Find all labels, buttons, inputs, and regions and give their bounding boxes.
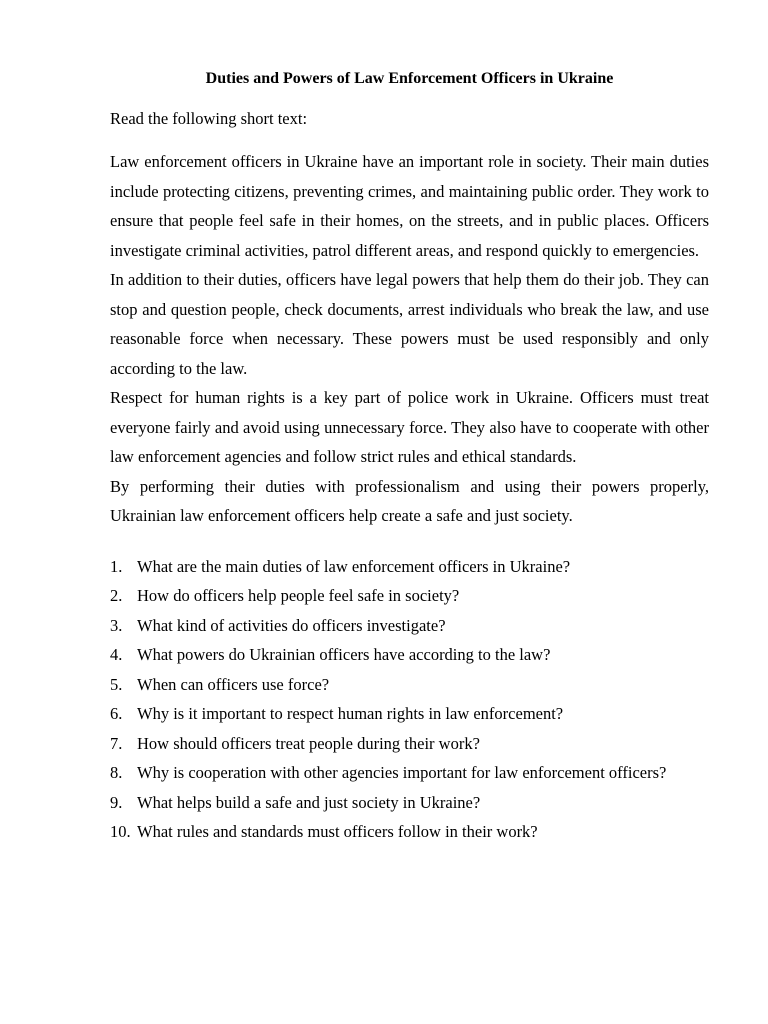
document-title: Duties and Powers of Law Enforcement Officers in Ukraine <box>205 70 614 87</box>
question-text: What kind of activities do officers investigate? <box>137 615 446 635</box>
question-text: When can officers use force? <box>137 674 330 694</box>
question-item <box>110 581 709 611</box>
question-number: 8. <box>110 763 123 782</box>
paragraph-duties: Law enforcement officers in Ukraine have an important role in society. Their main duties include protecting citizens, preventing crimes, and maintaining public order. They work to ensure that people feel safe in their homes, on the streets, and in public places. Officers investigate criminal activities, patrol different areas, and respond quickly to emergencies. <box>110 152 709 260</box>
question-item <box>110 729 709 759</box>
question-text: What are the main duties of law enforcement officers in Ukraine? <box>137 556 571 576</box>
question-text: Why is cooperation with other agencies important for law enforcement officers? <box>137 763 667 782</box>
question-number: 10. <box>110 822 131 841</box>
question-item <box>110 611 709 641</box>
question-text: Why is it important to respect human rights in law enforcement? <box>137 704 564 723</box>
paragraph-powers: In addition to their duties, officers have legal powers that help them do their job. They can stop and question people, check documents, arrest individuals who break the law, and use reasonable force when necessary. These powers must be used responsibly and only according to the law. <box>110 270 709 378</box>
question-text: What rules and standards must officers follow in their work? <box>137 822 538 841</box>
question-item <box>110 699 709 729</box>
question-text: What helps build a safe and just society in Ukraine? <box>137 792 481 812</box>
question-number: 4. <box>110 645 123 664</box>
question-item <box>110 788 709 818</box>
question-number: 2. <box>110 586 123 605</box>
question-item <box>110 670 709 700</box>
question-number: 7. <box>110 733 123 753</box>
question-text: How do officers help people feel safe in society? <box>137 586 460 605</box>
question-number: 3. <box>110 615 123 635</box>
document-page <box>110 66 709 847</box>
question-text: What powers do Ukrainian officers have according to the law? <box>137 645 551 664</box>
question-number: 9. <box>110 792 123 812</box>
question-item <box>110 552 709 582</box>
question-text: How should officers treat people during their work? <box>137 733 480 753</box>
question-item <box>110 758 709 788</box>
question-item <box>110 640 709 670</box>
question-number: 5. <box>110 674 123 694</box>
intro-line: Read the following short text: <box>110 109 308 128</box>
question-list <box>110 552 709 847</box>
paragraph-conclusion: By performing their duties with professionalism and using their powers properly, Ukrainian law enforcement officers help create a safe and just society. <box>110 476 709 525</box>
question-item <box>110 817 709 847</box>
paragraph-human-rights: Respect for human rights is a key part of police work in Ukraine. Officers must treat everyone fairly and avoid using unnecessary force. They also have to cooperate with other law enforcement agencies and follow strict rules and ethical standards. <box>110 388 709 466</box>
question-number: 1. <box>110 556 123 576</box>
question-number: 6. <box>110 704 123 723</box>
